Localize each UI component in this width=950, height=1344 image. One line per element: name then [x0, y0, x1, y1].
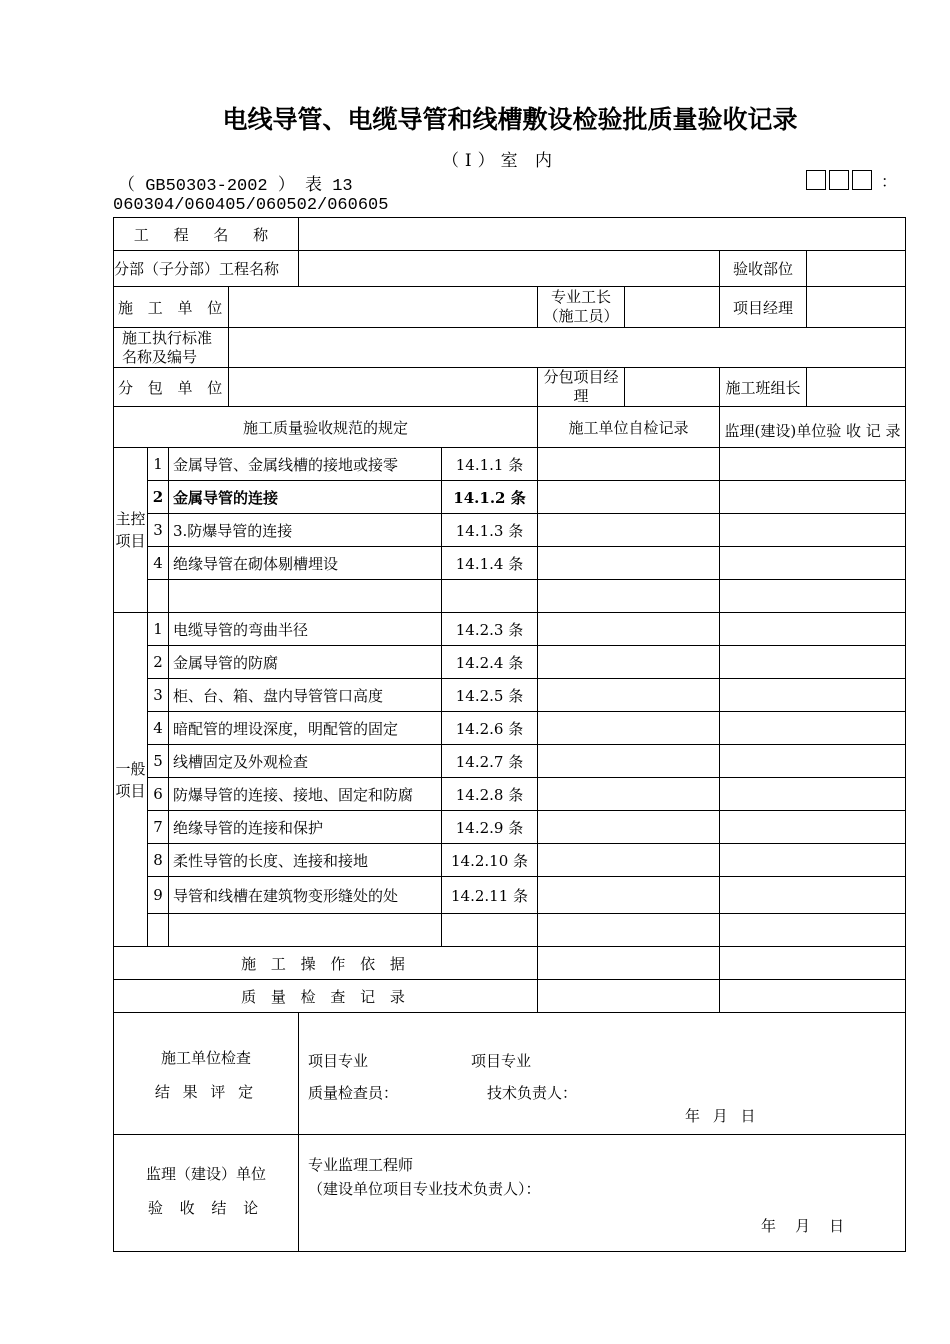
- record-label: 质 量 检 查 记 录: [114, 980, 538, 1013]
- general-blank-row: [114, 914, 906, 947]
- general-row: [114, 613, 906, 646]
- project-name-label: 工 程 名 称: [114, 218, 299, 251]
- supervision-cell[interactable]: [720, 844, 906, 877]
- supervision-cell[interactable]: [720, 646, 906, 679]
- inspector-line1: 项目专业: [308, 1052, 369, 1070]
- self-check-cell[interactable]: [538, 778, 720, 811]
- acceptance-part-value[interactable]: [807, 251, 906, 287]
- item-reference: 14.1.1 条: [442, 448, 538, 481]
- acceptance-part-label: 验收部位: [720, 251, 807, 287]
- self-check-cell[interactable]: [538, 811, 720, 844]
- self-check-cell[interactable]: [538, 646, 720, 679]
- item-number: 7: [148, 811, 169, 844]
- sub-project-label: 分部（子分部）工程名称: [114, 251, 299, 287]
- item-text: 3.防爆导管的连接: [169, 514, 442, 547]
- item-number: 5: [148, 745, 169, 778]
- supervision-cell[interactable]: [720, 580, 906, 613]
- number-box[interactable]: [829, 170, 849, 190]
- self-check-cell[interactable]: [538, 844, 720, 877]
- subcontract-unit-label: 分 包 单 位: [114, 368, 229, 407]
- spec-column-header: 施工质量验收规范的规定: [114, 407, 538, 448]
- general-row: [114, 745, 906, 778]
- self-check-cell[interactable]: [538, 745, 720, 778]
- number-box[interactable]: [806, 170, 826, 190]
- number-colon: ：: [881, 171, 898, 191]
- item-text: 柜、台、箱、盘内导管管口高度: [169, 679, 442, 712]
- item-text: 电缆导管的弯曲半径: [169, 613, 442, 646]
- item-number: 2: [148, 481, 169, 514]
- standard-value[interactable]: [229, 328, 906, 368]
- standard-label: 施工执行标准名称及编号: [114, 328, 229, 368]
- supervision-result-date: 年 月 日: [761, 1217, 845, 1235]
- item-number: [148, 914, 169, 947]
- project-name-value[interactable]: [299, 218, 906, 251]
- item-reference: 14.2.8 条: [442, 778, 538, 811]
- inspector-line2: 质量检查员：: [308, 1084, 399, 1102]
- supervision-cell[interactable]: [720, 778, 906, 811]
- subcontract-manager-value[interactable]: [625, 368, 720, 407]
- project-manager-value[interactable]: [807, 287, 906, 328]
- standard-reference: （ GB50303-2002 ） 表 13: [118, 177, 353, 196]
- supervision-result-label-line1: 监理（建设）单位: [145, 1165, 266, 1183]
- main-control-row: [114, 547, 906, 580]
- item-text: 金属导管的防腐: [169, 646, 442, 679]
- item-reference: 14.1.2 条: [442, 481, 538, 514]
- item-reference: 14.1.4 条: [442, 547, 538, 580]
- general-row: [114, 877, 906, 914]
- item-text[interactable]: [169, 580, 442, 613]
- item-reference[interactable]: [442, 580, 538, 613]
- item-text: 柔性导管的长度、连接和接地: [169, 844, 442, 877]
- item-reference: 14.2.4 条: [442, 646, 538, 679]
- supervision-cell[interactable]: [720, 448, 906, 481]
- tech-lead-line1: 项目专业: [471, 1052, 532, 1070]
- item-text: 防爆导管的连接、接地、固定和防腐: [169, 778, 442, 811]
- standard-row: [114, 328, 906, 368]
- main-control-row: [114, 514, 906, 547]
- item-text: 线槽固定及外观检查: [169, 745, 442, 778]
- construction-result-label: [114, 1013, 299, 1135]
- general-row: [114, 646, 906, 679]
- supervision-result-label: [114, 1135, 299, 1252]
- document-subtitle: （Ⅰ）室 内: [441, 151, 559, 171]
- self-check-cell[interactable]: [538, 914, 720, 947]
- item-text: 绝缘导管的连接和保护: [169, 811, 442, 844]
- item-number: 1: [148, 448, 169, 481]
- subcontract-row: [114, 368, 906, 407]
- construction-result-area[interactable]: [299, 1013, 906, 1135]
- main-control-row: [114, 448, 906, 481]
- self-check-cell[interactable]: [538, 481, 720, 514]
- item-reference: 14.2.5 条: [442, 679, 538, 712]
- item-number: 6: [148, 778, 169, 811]
- construction-unit-value[interactable]: [229, 287, 538, 328]
- document-title: 电线导管、电缆导管和线槽敷设检验批质量验收记录: [222, 105, 798, 134]
- supervision-cell[interactable]: [720, 613, 906, 646]
- supervisor-line2: （建设单位项目专业技术负责人）：: [308, 1180, 541, 1198]
- construction-unit-row: [114, 287, 906, 328]
- tech-lead-line2: 技术负责人：: [487, 1084, 578, 1102]
- construction-result-row: [114, 1013, 906, 1135]
- item-reference[interactable]: [442, 914, 538, 947]
- item-number: 9: [148, 877, 169, 914]
- supervision-cell[interactable]: [720, 547, 906, 580]
- column-header-row: [114, 407, 906, 448]
- supervision-cell[interactable]: [720, 811, 906, 844]
- item-reference: 14.1.3 条: [442, 514, 538, 547]
- record-number-boxes: [806, 169, 897, 191]
- self-check-cell[interactable]: [538, 448, 720, 481]
- sub-project-row: [114, 251, 906, 287]
- item-text: 绝缘导管在砌体剔槽埋设: [169, 547, 442, 580]
- general-row: [114, 844, 906, 877]
- supervision-cell[interactable]: [720, 712, 906, 745]
- construction-result-date: 年 月 日: [685, 1107, 760, 1125]
- supervision-cell[interactable]: [720, 481, 906, 514]
- project-manager-label: 项目经理: [720, 287, 807, 328]
- record-self-check[interactable]: [538, 980, 720, 1013]
- supervision-result-label-line2: 验 收 结 论: [147, 1199, 265, 1217]
- basis-supervision[interactable]: [720, 947, 906, 980]
- acceptance-record-table: [113, 217, 906, 1252]
- supervision-cell[interactable]: [720, 877, 906, 914]
- subcontract-unit-value[interactable]: [229, 368, 538, 407]
- item-reference: 14.2.3 条: [442, 613, 538, 646]
- item-reference: 14.2.6 条: [442, 712, 538, 745]
- self-check-cell[interactable]: [538, 580, 720, 613]
- construction-result-label-line1: 施工单位检查: [160, 1049, 251, 1067]
- general-row: [114, 679, 906, 712]
- item-text: 金属导管的连接: [169, 481, 442, 514]
- construction-unit-label: 施 工 单 位: [114, 287, 229, 328]
- record-supervision[interactable]: [720, 980, 906, 1013]
- general-row: [114, 712, 906, 745]
- main-control-row: [114, 481, 906, 514]
- item-text: 金属导管、金属线槽的接地或接零: [169, 448, 442, 481]
- number-box[interactable]: [852, 170, 872, 190]
- supervision-result-area[interactable]: [299, 1135, 906, 1252]
- item-number: 2: [148, 646, 169, 679]
- team-leader-label: 施工班组长: [720, 368, 807, 407]
- item-reference: 14.2.9 条: [442, 811, 538, 844]
- supervision-cell[interactable]: [720, 745, 906, 778]
- foreman-label: 专业工长（施工员）: [538, 287, 625, 328]
- sub-project-value[interactable]: [299, 251, 720, 287]
- form-codes: 060304/060405/060502/060605: [113, 196, 389, 215]
- self-check-cell[interactable]: [538, 712, 720, 745]
- general-label: 一般项目: [114, 613, 148, 947]
- team-leader-value[interactable]: [807, 368, 906, 407]
- basis-label: 施 工 操 作 依 据: [114, 947, 538, 980]
- self-check-cell[interactable]: [538, 547, 720, 580]
- item-reference: 14.2.10 条: [442, 844, 538, 877]
- supervisor-line1: 专业监理工程师: [308, 1156, 414, 1174]
- main-control-label: 主控项目: [114, 448, 148, 613]
- supervision-column-header: 监理(建设)单位验 收 记 录: [720, 407, 906, 448]
- foreman-value[interactable]: [625, 287, 720, 328]
- self-check-cell[interactable]: [538, 613, 720, 646]
- item-reference: 14.2.11 条: [442, 877, 538, 914]
- main-control-blank-row: [114, 580, 906, 613]
- item-number: 1: [148, 613, 169, 646]
- record-row: [114, 980, 906, 1013]
- item-text[interactable]: [169, 914, 442, 947]
- self-check-cell[interactable]: [538, 877, 720, 914]
- item-text: 导管和线槽在建筑物变形缝处的处: [169, 877, 442, 914]
- project-name-row: [114, 218, 906, 251]
- item-number: 4: [148, 547, 169, 580]
- item-number: 3: [148, 514, 169, 547]
- item-text: 暗配管的埋设深度，明配管的固定: [169, 712, 442, 745]
- self-check-column-header: 施工单位自检记录: [538, 407, 720, 448]
- supervision-cell[interactable]: [720, 914, 906, 947]
- supervision-cell[interactable]: [720, 514, 906, 547]
- construction-result-label-line2: 结 果 评 定: [154, 1083, 258, 1101]
- basis-self-check[interactable]: [538, 947, 720, 980]
- item-number: [148, 580, 169, 613]
- item-number: 4: [148, 712, 169, 745]
- supervision-cell[interactable]: [720, 679, 906, 712]
- general-row: [114, 811, 906, 844]
- self-check-cell[interactable]: [538, 679, 720, 712]
- item-number: 3: [148, 679, 169, 712]
- supervision-result-row: [114, 1135, 906, 1252]
- general-row: [114, 778, 906, 811]
- self-check-cell[interactable]: [538, 514, 720, 547]
- item-reference: 14.2.7 条: [442, 745, 538, 778]
- item-number: 8: [148, 844, 169, 877]
- basis-row: [114, 947, 906, 980]
- subcontract-manager-label: 分包项目经 理: [538, 368, 625, 407]
